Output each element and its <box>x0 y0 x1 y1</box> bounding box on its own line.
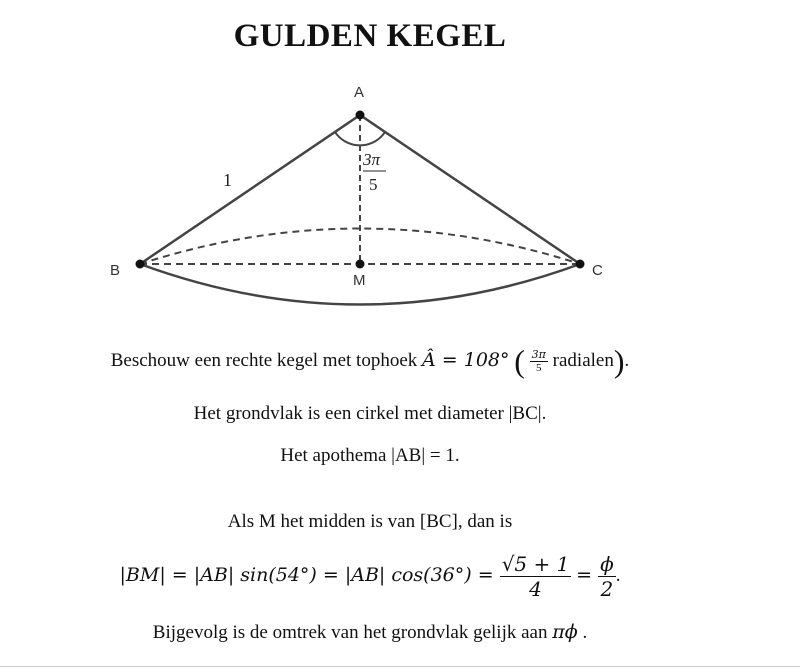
line1-math: Â = 108° <box>422 348 510 371</box>
fraction-root5 <box>500 552 572 601</box>
fraction-phi <box>598 552 616 601</box>
fraction-phi-denominator: 2 <box>600 577 614 601</box>
line6-prefix: Bijgevolg is de omtrek van het grondvlak gelijk aan <box>152 622 553 643</box>
line1-unit: radialen <box>552 349 614 371</box>
left-paren: ( <box>514 343 525 379</box>
point-a <box>356 111 365 120</box>
page-title: GULDEN KEGEL <box>233 18 507 54</box>
side-ac <box>360 115 580 264</box>
line1-prefix: Beschouw een rechte kegel met tophoek <box>110 349 423 371</box>
text-line-conclusion <box>0 621 740 644</box>
angle-denominator: 5 <box>369 175 378 194</box>
cone-diagram <box>0 75 740 325</box>
line6-suffix: . <box>577 622 588 643</box>
label-c: C <box>592 262 603 279</box>
fraction-root5-denominator: 4 <box>529 577 542 601</box>
radian-numerator: 3π <box>531 348 546 361</box>
text-line-midpoint: Als M het midden is van [BC], dan is <box>227 511 513 532</box>
right-paren: ) <box>613 343 625 379</box>
point-b <box>136 260 145 269</box>
text-line-apothem: Het apothema |AB| = 1. <box>280 445 460 466</box>
equation-left: |BM| = |AB| sin(54°) = |AB| cos(36°) = <box>119 563 500 586</box>
label-a: A <box>354 84 365 101</box>
text-line-base: Het grondvlak is een cirkel met diameter |BC|. <box>193 403 547 424</box>
point-m <box>356 260 365 269</box>
label-m: M <box>353 272 366 289</box>
line6-math: πϕ <box>552 621 578 643</box>
side-ab <box>140 115 360 264</box>
label-b: B <box>110 262 121 279</box>
equation-equals: = <box>576 563 599 586</box>
radian-denominator: 5 <box>536 362 542 374</box>
equation-end: . <box>615 564 621 586</box>
equation-line <box>0 552 740 601</box>
fraction-phi-numerator: ϕ <box>600 552 614 576</box>
line1-suffix: . <box>624 349 630 371</box>
angle-numerator: 3π <box>363 150 381 169</box>
text-line-apex-angle <box>0 343 740 380</box>
fraction-root5-numerator: √5 + 1 <box>501 552 570 576</box>
radian-fraction <box>530 349 548 374</box>
bottom-divider <box>0 666 800 667</box>
point-c <box>576 260 585 269</box>
side-length-label: 1 <box>223 170 232 190</box>
